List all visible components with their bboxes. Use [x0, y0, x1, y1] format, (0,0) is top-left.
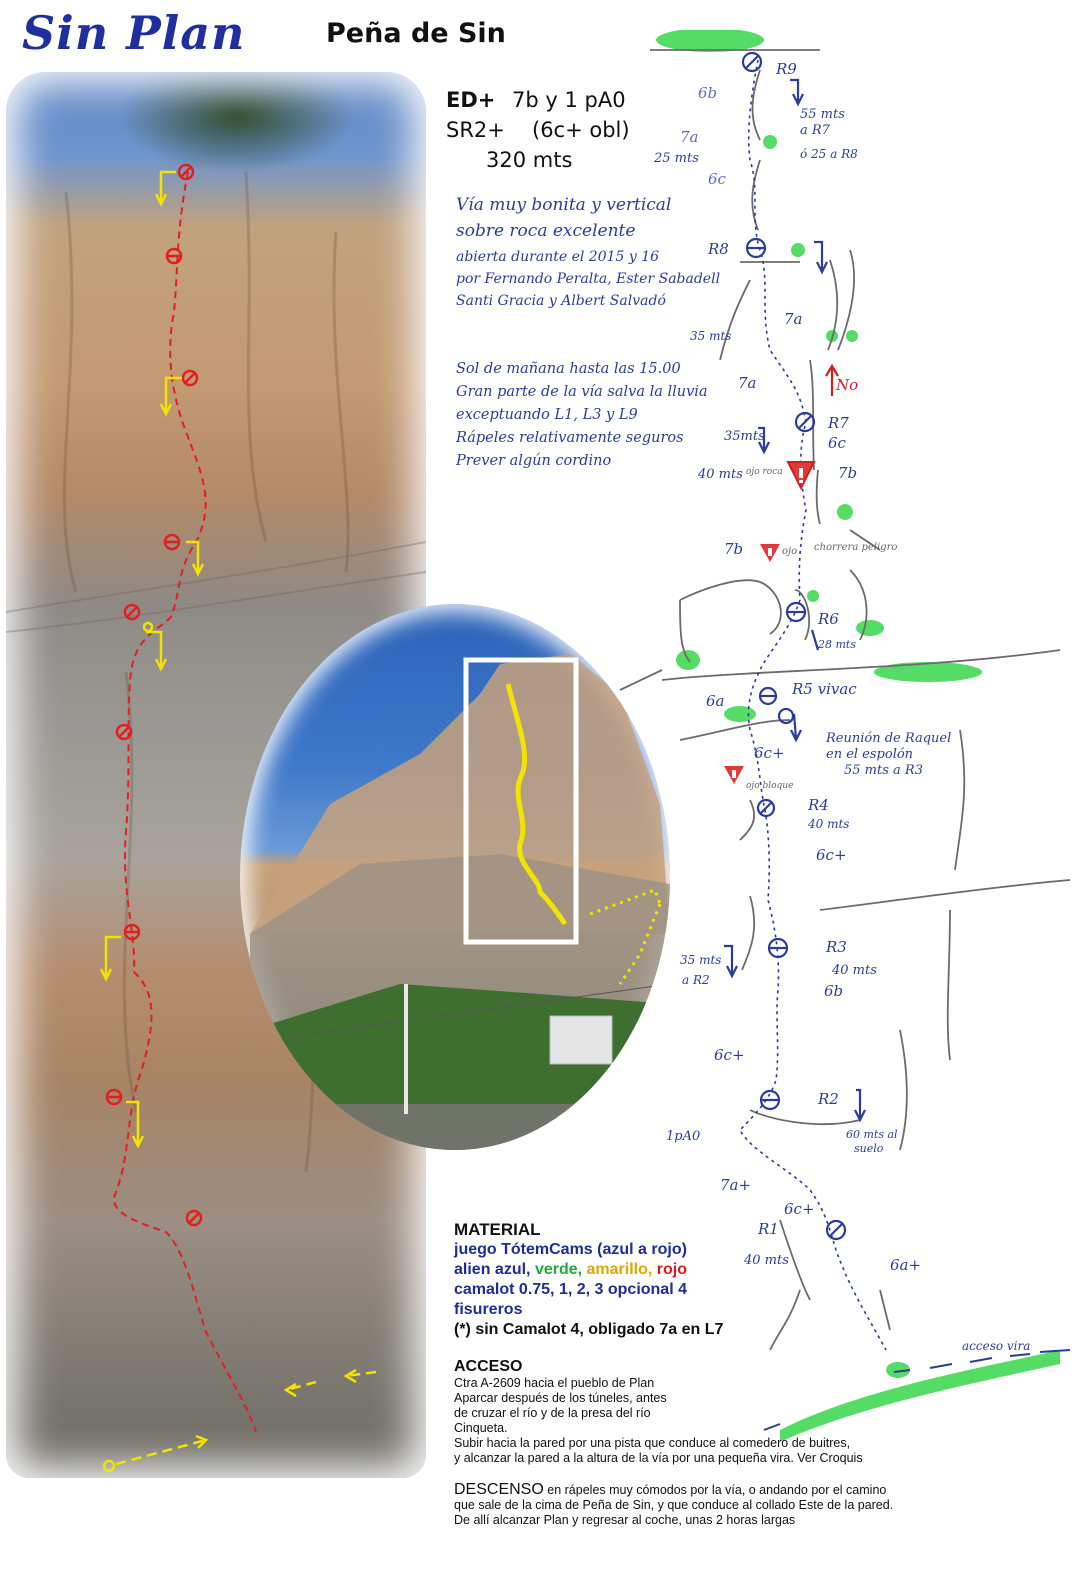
material-word: amarillo, — [586, 1261, 653, 1278]
topo-label: 6b — [824, 982, 844, 1000]
material-line: camalot 0.75, 1, 2, 3 opcional 4 — [454, 1281, 687, 1298]
topo-label: R2 — [818, 1090, 839, 1108]
topo-label: ó 25 a R8 — [800, 147, 858, 161]
access-heading: ACCESO — [454, 1358, 523, 1375]
material-word: azul, — [494, 1261, 531, 1278]
topo-label: 6c+ — [784, 1200, 815, 1218]
description-line: Santi Gracia y Albert Salvadó — [456, 293, 666, 309]
warning-icons — [724, 462, 814, 784]
descent-line: en rápeles muy cómodos por la vía, o andando por el camino — [543, 1483, 887, 1497]
topo-label: 6a+ — [890, 1256, 922, 1274]
topo-label: 7a — [738, 374, 757, 392]
material-word: alien — [454, 1261, 491, 1278]
topo-label: 40 mts — [808, 817, 850, 831]
material-line: fisureros — [454, 1301, 523, 1318]
descent-line: De allí alcanzar Plan y regresar al coche, unas 2 horas largas — [454, 1513, 796, 1527]
access-line: Aparcar después de los túneles, antes — [454, 1391, 667, 1405]
access-line: de cruzar el río y de la presa del río — [454, 1406, 651, 1420]
topo-label: 40 mts — [744, 1253, 789, 1268]
topo-label: 6c+ — [754, 744, 785, 762]
topo-label: 6b — [698, 84, 718, 102]
route-length: 320 mts — [486, 148, 573, 172]
note-line: Sol de mañana hasta las 15.00 — [456, 361, 681, 377]
topo-label: ojo roca — [746, 467, 783, 477]
material-section — [454, 1220, 784, 1340]
topo-label: 6c+ — [816, 846, 847, 864]
note-line: Gran parte de la vía salva la lluvia — [456, 384, 708, 400]
topo-labels — [653, 60, 1030, 1353]
access-line: Cinqueta. — [454, 1421, 508, 1435]
topo-label: 28 mts — [818, 638, 856, 651]
topo-label: 7a+ — [720, 1176, 752, 1194]
topo-label: chorrera peligro — [814, 542, 898, 553]
grade-ed-value: 7b y 1 pA0 — [512, 88, 626, 112]
topo-label: acceso vira — [962, 1339, 1031, 1353]
topo-label: 7a — [680, 128, 699, 146]
topo-label: 35 mts — [680, 953, 722, 967]
topo-label: 1pA0 — [666, 1129, 701, 1144]
description-line: abierta durante el 2015 y 16 — [456, 249, 660, 265]
material-word: rojo — [656, 1261, 688, 1278]
material-word: verde, — [534, 1261, 583, 1278]
descent-line: que sale de la cima de Peña de Sin, y que conduce al collado Este de la pared. — [454, 1498, 894, 1512]
topo-label: en el espolón — [826, 747, 914, 762]
route-line — [114, 172, 256, 1432]
description-line: por Fernando Peralta, Ester Sabadell — [456, 271, 721, 287]
topo-label: ojo bloque — [746, 781, 794, 791]
topo-label: 60 mts al — [846, 1128, 898, 1141]
topo-label: 55 mts a R3 — [844, 763, 923, 778]
topo-label: a R7 — [800, 123, 830, 138]
material-heading: MATERIAL — [454, 1220, 541, 1239]
note-line: Rápeles relativamente seguros — [456, 430, 684, 446]
description-line: sobre roca excelente — [456, 221, 636, 241]
access-line: y alcanzar la pared a la altura de la vía por una pequeña vira. Ver Croquis — [454, 1451, 863, 1465]
description-line: Vía muy bonita y vertical — [456, 195, 672, 215]
topo-label: 7b — [724, 540, 744, 558]
access-line: Ctra A-2609 hacia el pueblo de Plan — [454, 1376, 655, 1390]
descent-heading: DESCENSO — [454, 1481, 544, 1498]
access-section — [454, 1358, 974, 1466]
topo-label: 40 mts — [832, 963, 877, 978]
topo-label: 6c — [828, 434, 846, 452]
topo-label: a R2 — [682, 973, 710, 987]
topo-label: suelo — [854, 1142, 884, 1155]
topo-label: Reunión de Raquel — [826, 731, 952, 746]
topo-label: 40 mts — [698, 467, 743, 482]
crag-name: Peña de Sin — [326, 18, 506, 49]
topo-label: 7b — [838, 464, 858, 482]
topo-label: No — [836, 376, 859, 394]
topo-label: R9 — [776, 60, 797, 78]
topo-label: 6c — [708, 170, 726, 188]
topo-label: R1 — [758, 1220, 779, 1238]
note-line: exceptuando L1, L3 y L9 — [456, 407, 638, 423]
topo-label: R8 — [708, 240, 729, 258]
belay-markers — [107, 165, 201, 1225]
topo-label: 25 mts — [654, 151, 699, 166]
topo-label: ojo — [782, 546, 798, 557]
material-line: juego TótemCams (azul a rojo) — [454, 1241, 687, 1258]
grade-ed: ED+ — [446, 88, 496, 112]
note-line: Prever algún cordino — [456, 453, 612, 469]
grade-sr-value: (6c+ obl) — [532, 118, 630, 142]
topo-label: R3 — [826, 938, 847, 956]
topo-label: R6 — [818, 610, 839, 628]
topo-label: 7a — [784, 310, 803, 328]
topo-label: 6a — [706, 692, 725, 710]
rock-features — [620, 50, 1070, 1350]
material-alien-line — [454, 1260, 784, 1280]
topo-label: R4 — [808, 796, 829, 814]
access-line: Subir hacia la pared por una pista que conduce al comedero de buitres, — [454, 1436, 851, 1450]
grade-sr: SR2+ — [446, 118, 505, 142]
topo-label: 35 mts — [690, 329, 732, 343]
material-note: (*) sin Camalot 4, obligado 7a en L7 — [454, 1321, 724, 1338]
topo-label: 35mts — [724, 429, 765, 444]
route-title: Sin Plan — [22, 6, 246, 60]
topo-label: 55 mts — [800, 107, 845, 122]
topo-label: 6c+ — [714, 1046, 745, 1064]
descent-section — [454, 1482, 1074, 1528]
topo-label: R7 — [828, 414, 849, 432]
topo-label: R5 vivac — [792, 680, 857, 698]
